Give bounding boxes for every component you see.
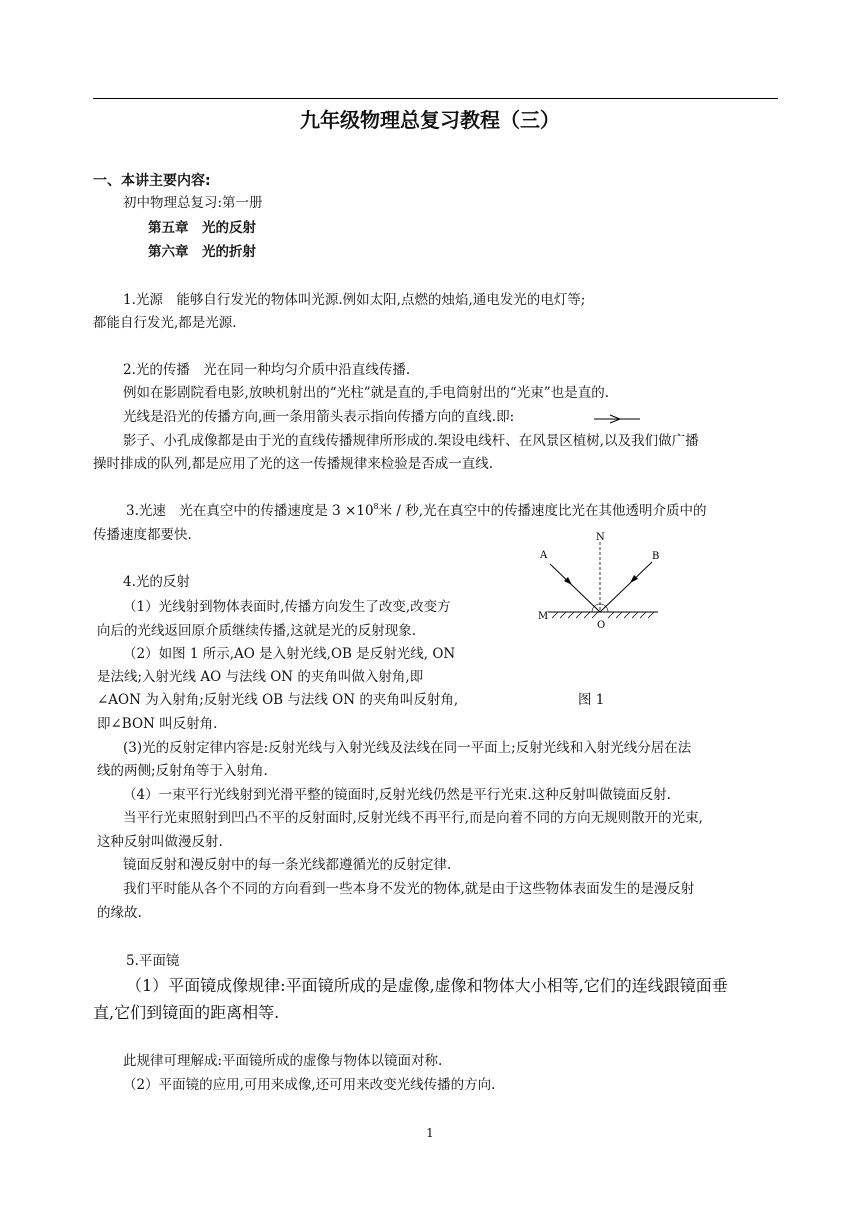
p1-line1: 1.光源 能够自行发光的物体叫光源.例如太阳,点燃的烛焰,通电发光的电灯等; (123, 292, 586, 308)
p4-heading: 4.光的反射 (123, 574, 190, 590)
p1-line2: 都能自行发光,都是光源. (93, 315, 237, 331)
p4-line11: 这种反射叫做漫反射. (97, 834, 223, 850)
label-n: N (596, 532, 605, 543)
p4-line12: 镜面反射和漫反射中的每一条光线都遵循光的反射定律. (123, 857, 452, 873)
review-line: 初中物理总复习:第一册 (123, 195, 263, 211)
header-rule (93, 98, 778, 99)
chapter-5: 第五章 光的反射 (148, 220, 256, 236)
p3-exponent: 8 (373, 502, 379, 511)
p4-line14: 的缘故. (97, 905, 142, 921)
chapter-6: 第六章 光的折射 (148, 244, 256, 260)
label-m: M (538, 611, 549, 622)
p2-line2: 例如在影剧院看电影,放映机射出的“光柱”就是直的,手电筒射出的“光束”也是直的. (123, 385, 609, 401)
p4-line8: 线的两侧;反射角等于入射角. (97, 763, 268, 779)
p4-line1: （1）光线射到物体表面时,传播方向发生了改变,改变方 (123, 599, 451, 615)
p2-line5: 操时排成的队列,都是应用了光的这一传播规律来检验是否成一直线. (93, 456, 494, 472)
p4-line4: 是法线;入射光线 AO 与法线 ON 的夹角叫做入射角,即 (97, 669, 424, 685)
p3-text-a: 3.光速 光在真空中的传播速度是 3 ×10 (126, 503, 374, 519)
p3-text-b: 米 / 秒,光在真空中的传播速度比光在其他透明介质中的 (378, 503, 707, 519)
p4-line10: 当平行光束照射到凹凸不平的反射面时,反射光线不再平行,而是向着不同的方向无规则散开的光束, (123, 810, 703, 826)
p4-line9: （4）一束平行光线射到光滑平整的镜面时,反射光线仍然是平行光束.这种反射叫做镜面反射. (123, 787, 671, 803)
p2-line1: 2.光的传播 光在同一种均匀介质中沿直线传播. (123, 362, 411, 378)
light-ray-arrow-icon (592, 412, 642, 426)
p4-line7: (3)光的反射定律内容是:反射光线与入射光线及法线在同一平面上;反射光线和入射光线分居在法 (123, 740, 692, 756)
p5-heading: 5.平面镜 (126, 953, 180, 969)
page-number: 1 (426, 1126, 434, 1140)
p3-line1 (126, 500, 707, 522)
section-heading: 一、本讲主要内容: (93, 173, 211, 189)
label-b: B (652, 551, 660, 562)
p4-line3: （2）如图 1 所示,AO 是入射光线,OB 是反射光线, ON (123, 646, 456, 662)
label-o: O (597, 620, 606, 631)
reflected-ray (600, 562, 652, 612)
reflection-diagram (530, 528, 670, 638)
mirror-hatching (552, 612, 654, 618)
p4-line13: 我们平时能从各个不同的方向看到一些本身不发光的物体,就是由于这些物体表面发生的是漫反射 (123, 881, 695, 897)
p4-line2: 向后的光线返回原介质继续传播,这就是光的反射现象. (97, 623, 417, 639)
p4-line6: 即∠BON 叫反射角. (97, 716, 218, 732)
p2-line4: 影子、小孔成像都是由于光的直线传播规律所形成的.架设电线杆、在风景区植树,以及我们做广播 (123, 433, 699, 449)
figure-caption: 图 1 (578, 692, 605, 708)
p5-line4: （2）平面镜的应用,可用来成像,还可用来改变光线传播的方向. (123, 1077, 496, 1093)
p5-line2: 直,它们到镜面的距离相等. (93, 1003, 280, 1022)
p4-line5: ∠AON 为入射角;反射光线 OB 与法线 ON 的夹角叫反射角, (97, 692, 459, 708)
label-a: A (540, 550, 548, 561)
p2-line3: 光线是沿光的传播方向,画一条用箭头表示指向传播方向的直线.即: (123, 409, 515, 425)
incident-ray (550, 564, 600, 612)
p5-line3: 此规律可理解成:平面镜所成的虚像与物体以镜面对称. (123, 1053, 443, 1069)
page-title: 九年级物理总复习教程（三） (300, 108, 560, 132)
p5-line1: （1）平面镜成像规律:平面镜所成的是虚像,虚像和物体大小相等,它们的连线跟镜面垂 (126, 976, 728, 995)
p3-line2: 传播速度都要快. (93, 527, 192, 543)
